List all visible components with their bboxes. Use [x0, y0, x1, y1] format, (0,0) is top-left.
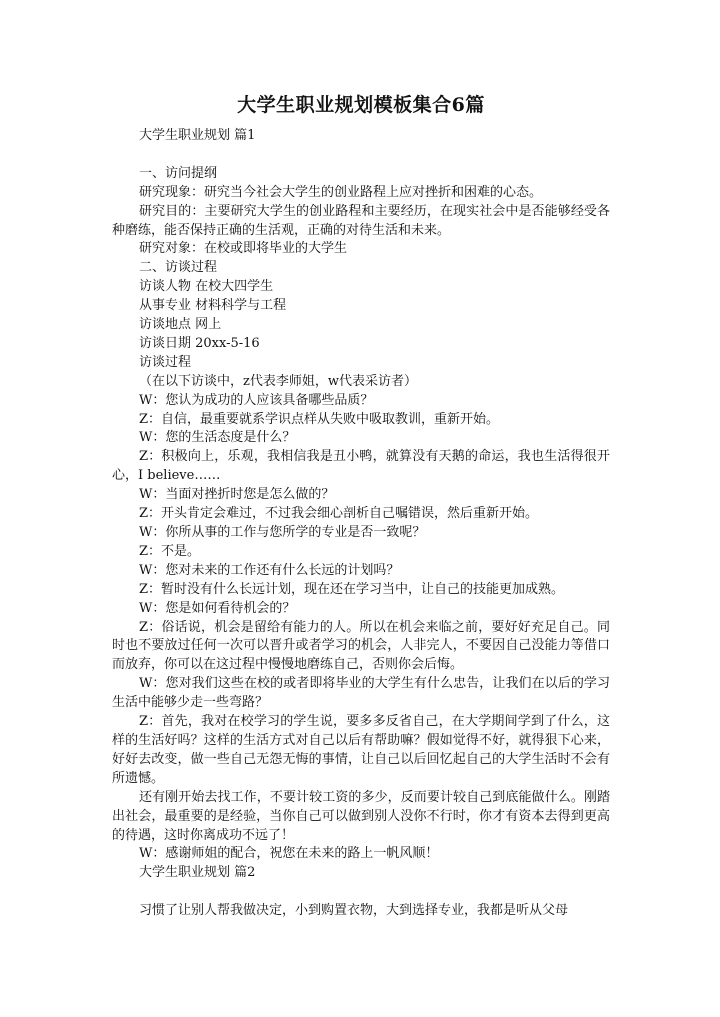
paragraph: Z：首先，我对在校学习的学生说，要多多反省自己，在大学期间学到了什么，这样的生活好吗？这样的生活方式对自己以后有帮助嘛？假如觉得不好，就得狠下心来，好好去改变，做一些自己无怨无悔的事情，让自己以后回忆起自己的大学生活时不会有所遗憾。 — [112, 714, 610, 786]
blank-line — [112, 146, 610, 165]
paragraph: 大学生职业规划 篇2 — [139, 865, 256, 881]
paragraph: W：您的生活态度是什么？ — [139, 430, 296, 446]
paragraph: W：您认为成功的人应该具备哪些品质？ — [139, 392, 374, 408]
paragraph: 研究目的：主要研究大学生的创业路程和主要经历，在现实社会中是否能够经受各种磨练，能否保持正确的生活观，正确的对待生活和未来。 — [112, 203, 610, 238]
blank-line — [112, 883, 610, 902]
paragraph: 大学生职业规划 篇1 — [139, 128, 256, 143]
paragraph: 访谈日期 20xx-5-16 — [139, 335, 260, 351]
paragraph: Z：自信，最重要就系学识点样从失败中吸取教训，重新开始。 — [139, 411, 500, 427]
paragraph: 习惯了让别人帮我做决定，小到购置衣物，大到选择专业，我都是听从父母 — [139, 903, 569, 919]
paragraph: W：您对我们这些在校的或者即将毕业的大学生有什么忠告，让我们在以后的学习生活中能够少走一些弯路？ — [112, 676, 610, 711]
paragraph: 二、访谈过程 — [139, 260, 218, 276]
paragraph: 研究对象：在校或即将毕业的大学生 — [139, 241, 348, 257]
paragraph: 访谈地点 网上 — [139, 317, 222, 333]
paragraph: 访谈过程 — [139, 354, 192, 370]
paragraph: W：您对未来的工作还有什么长远的计划吗？ — [139, 562, 400, 578]
paragraph: Z：积极向上，乐观，我相信我是丑小鸭，就算没有天鹅的命运，我也生活得很开心，I believe…… — [112, 449, 610, 484]
paragraph: W：当面对挫折时您是怎么做的？ — [139, 487, 335, 503]
paragraph: W：您是如何看待机会的？ — [139, 600, 296, 616]
paragraph: 一、访问提纲 — [139, 165, 218, 181]
paragraph: Z：暂时没有什么长远计划，现在还在学习当中，让自己的技能更加成熟。 — [139, 581, 565, 597]
paragraph: Z：俗话说，机会是留给有能力的人。所以在机会来临之前，要好好充足自己。同时也不要放过任何一次可以晋升或者学习的机会，人非完人，不要因自己没能力等借口而放弃，你可以在这过程中慢慢地磨练自己，否则你会后悔。 — [112, 619, 610, 673]
document-body — [112, 127, 610, 921]
paragraph: （在以下访谈中，z代表李师姐，w代表采访者） — [139, 373, 417, 389]
paragraph: 访谈人物 在校大四学生 — [139, 279, 274, 295]
paragraph: W：感谢师姐的配合，祝您在未来的路上一帆风顺！ — [139, 846, 439, 862]
paragraph: 还有刚开始去找工作，不要计较工资的多少，反而要计较自己到底能做什么。刚踏出社会，最重要的是经验，当你自己可以做到别人没你不行时，你才有资本去得到更高的待遇，这时你离成功不远了！ — [112, 789, 610, 843]
paragraph: 研究现象：研究当今社会大学生的创业路程上应对挫折和困难的心态。 — [139, 184, 543, 200]
document-title: 大学生职业规划模板集合6篇 — [237, 94, 485, 116]
paragraph: W：你所从事的工作与您所学的专业是否一致呢？ — [139, 525, 426, 541]
paragraph: Z：不是。 — [139, 543, 201, 559]
paragraph: Z：开头肯定会难过，不过我会细心剖析自己嘱错误，然后重新开始。 — [139, 506, 539, 522]
paragraph: 从事专业 材料科学与工程 — [139, 298, 287, 314]
